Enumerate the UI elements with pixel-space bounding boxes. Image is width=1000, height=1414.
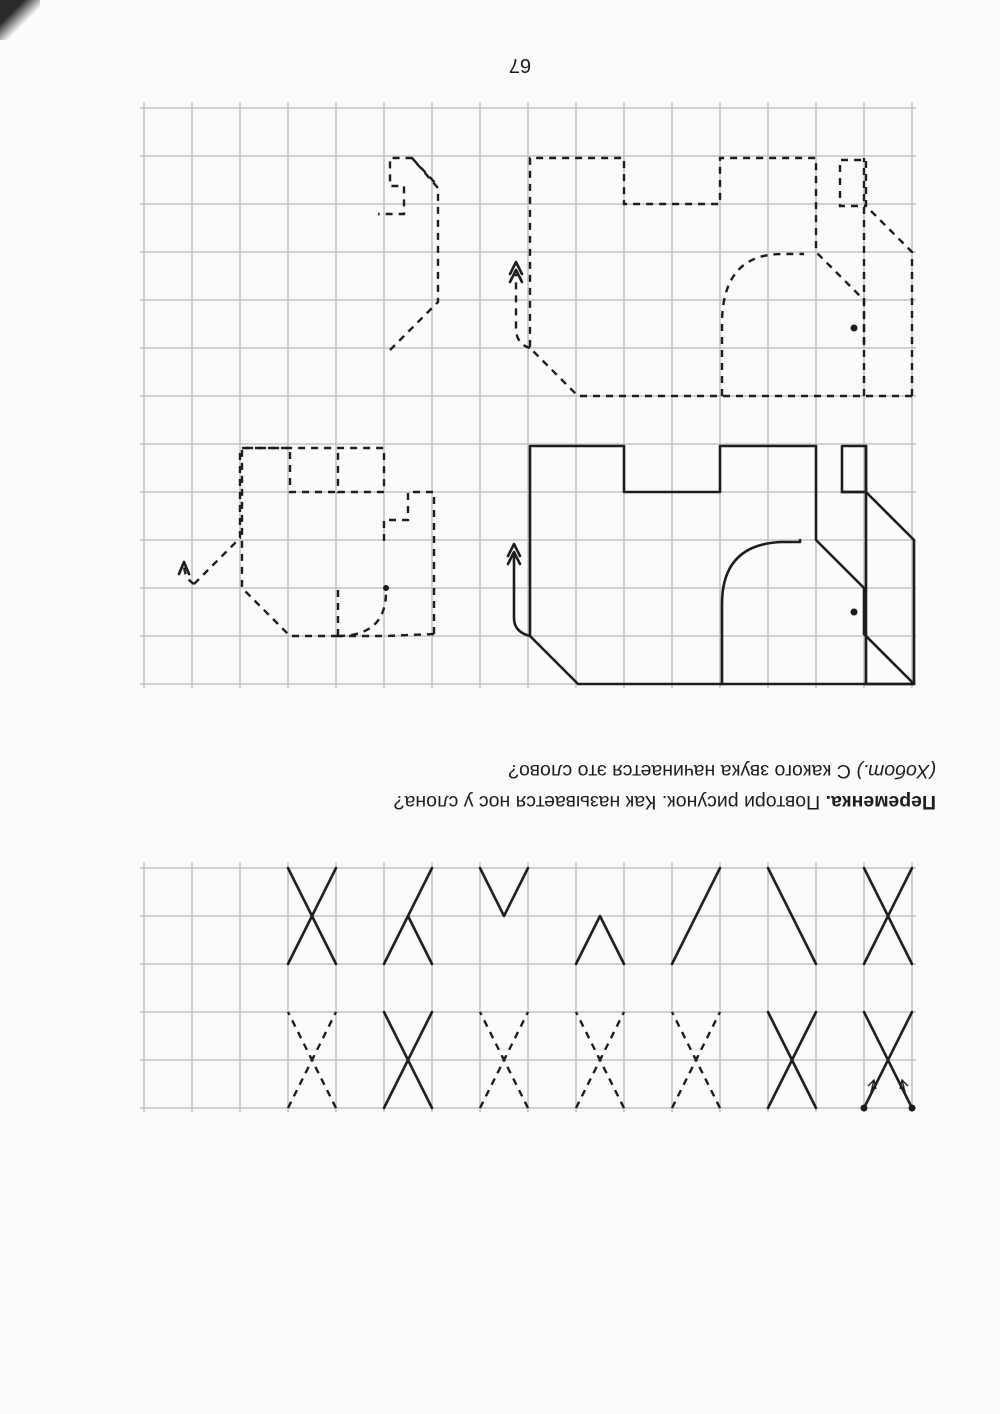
elephant-solid [508, 446, 914, 684]
answer-text: С какого звука начинается это слово? [508, 760, 857, 782]
answer-italic: (Хобот.) [856, 760, 936, 782]
exercise-instruction [126, 755, 936, 817]
x-figure-start [861, 1012, 916, 1112]
exercise-title: Переменка. [825, 791, 936, 813]
elephant-dashed-small [179, 448, 434, 636]
exercise-text: Повтори рисунок. Как называется нос у слона? [393, 791, 826, 813]
v-stroke [480, 868, 528, 916]
elephant-dashed-partial [378, 158, 438, 350]
grid-bottom [140, 102, 916, 688]
page-number: 67 [508, 54, 532, 76]
x-row [288, 1012, 916, 1112]
elephant-dashed-big [510, 158, 912, 396]
lambda-stroke [576, 916, 624, 964]
